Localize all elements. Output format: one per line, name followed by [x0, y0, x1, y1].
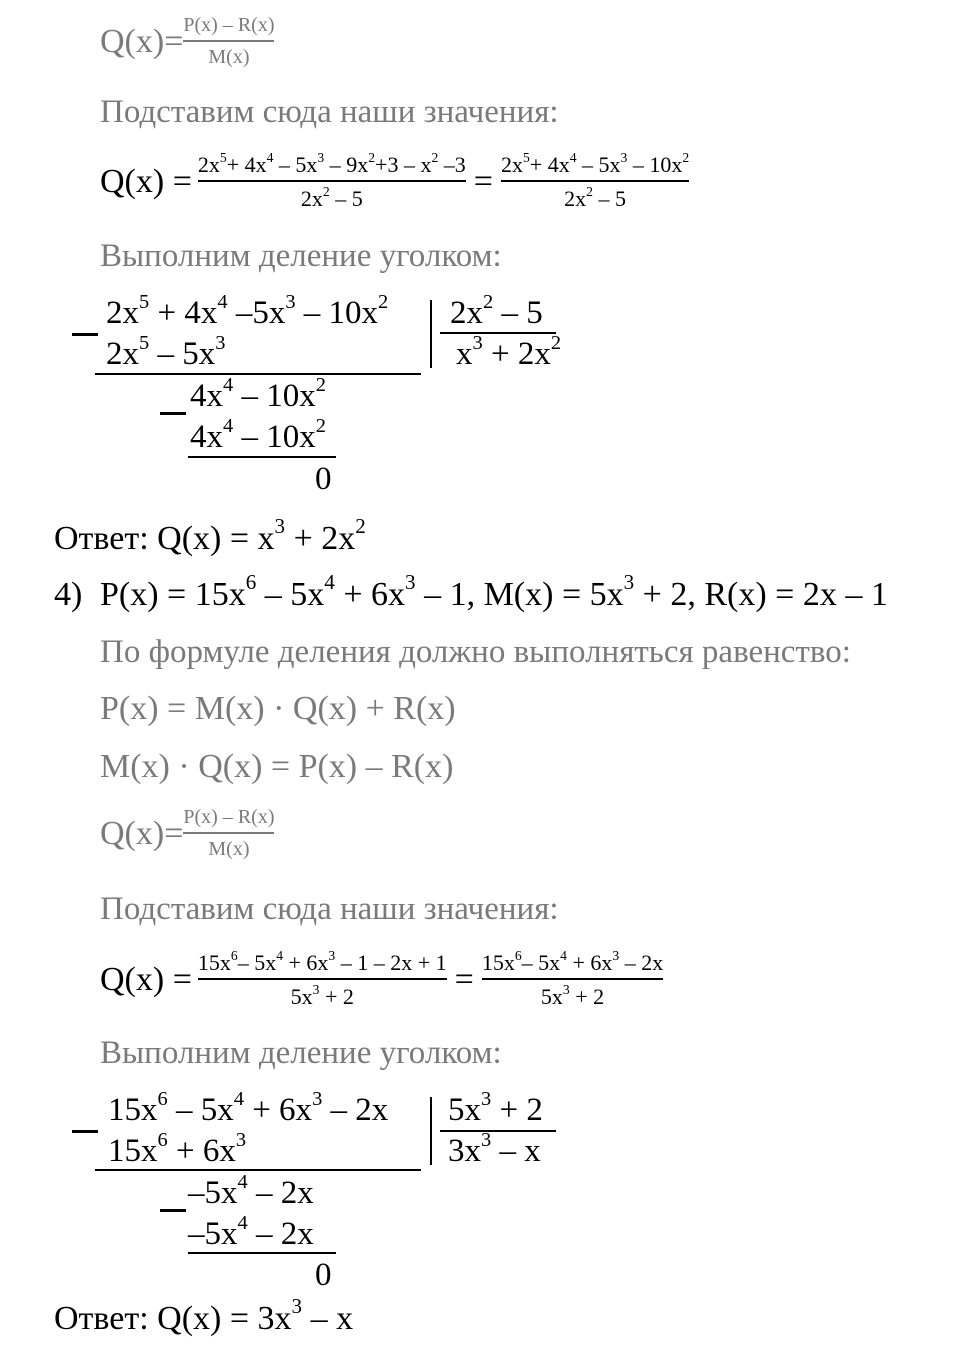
equation-1: P(x) = M(x) · Q(x) + R(x) — [100, 690, 456, 727]
quotient: $x^3 + 2x^2$ — [456, 331, 562, 372]
q-formula-lhs: Q(x)= — [100, 814, 184, 852]
divisor-bracket — [430, 300, 432, 368]
divisor: $5x^3 + 2$ — [448, 1087, 543, 1128]
quotient: $3x^3$ – x — [448, 1128, 541, 1169]
q-subst-frac2-den: $5x^3 + 2$ — [540, 982, 605, 1010]
subtrahend-2: $4x^4 - 10x^2$ — [190, 414, 326, 455]
answer-4: Ответ: $Q(x) = 3x^3 - x$ — [54, 1294, 354, 1337]
formula-text: По формуле деления должно выполняться равенство: — [100, 634, 851, 670]
substitute-text: Подставим сюда наши значения: — [100, 94, 559, 130]
q-subst-fraction-1 — [197, 149, 466, 212]
q-formula-4 — [100, 806, 274, 861]
minus-sign — [160, 412, 186, 415]
q-formula-denominator: M(x) — [208, 838, 250, 860]
q-formula-lhs: Q(x)= — [100, 22, 184, 60]
substitute-text: Подставим сюда наши значения: — [100, 891, 559, 927]
q-substitution — [100, 149, 690, 212]
quotient-line — [440, 332, 556, 334]
q-subst-equals: = — [473, 162, 493, 200]
dividend: $15x^6 - 5x^4 + 6x^3 - 2x$ — [108, 1087, 389, 1128]
minus-sign — [72, 333, 98, 336]
q-subst-frac1-den: $5x^3 + 2$ — [290, 982, 354, 1010]
q-formula-numerator: P(x) – R(x) — [183, 14, 275, 36]
divisor-bracket — [430, 1097, 432, 1165]
q-subst-frac1-num: $15x^6-$ $5x^4 + 6x^3 - 1 - 2x + 1$ — [197, 947, 447, 975]
division-line-1 — [95, 373, 421, 375]
minus-sign — [72, 1130, 98, 1133]
remainder-1: $4x^4 - 10x^2$ — [190, 373, 326, 414]
final-remainder: 0 — [315, 461, 332, 497]
subtrahend-1: $15x^6 + 6x^3$ — [108, 1128, 247, 1169]
answer-3: Ответ: $Q(x) = x^3 + 2x^2$ — [54, 514, 366, 557]
q-subst-lhs: Q(x) = — [100, 162, 192, 200]
quotient-line — [440, 1130, 556, 1132]
q-formula-denominator: M(x) — [208, 46, 250, 68]
q-formula-fraction — [183, 14, 274, 69]
equation-2: M(x) · Q(x) = P(x) – R(x) — [100, 748, 454, 785]
subtrahend-1: $2x^5 - 5x^3$ — [106, 331, 226, 372]
q-formula-numerator: P(x) – R(x) — [183, 806, 275, 828]
q-subst-fraction-2 — [500, 149, 690, 212]
minus-sign — [160, 1209, 186, 1212]
q-subst-frac1-den: $2x^2 - 5$ — [300, 184, 363, 212]
q-subst-fraction-1 — [197, 947, 447, 1010]
divisor: $2x^2 - 5$ — [450, 290, 543, 331]
q-subst-fraction-2 — [481, 947, 664, 1010]
q-subst-frac2-num: $2x^5+ 4x^4 - 5x^3 - 10x^2$ — [500, 149, 690, 177]
q-subst-frac2-den: $2x^2 - 5$ — [564, 184, 626, 212]
q-subst-lhs: Q(x) = — [100, 960, 192, 998]
q-substitution-4 — [100, 947, 664, 1010]
division-line-2 — [188, 456, 336, 458]
problem-number: 4) — [54, 576, 83, 613]
q-subst-frac2-num: $15x^6-$ $5x^4 + 6x^3 - 2x$ — [481, 947, 664, 975]
q-subst-equals: = — [454, 960, 474, 998]
q-formula-top — [100, 14, 274, 69]
subtrahend-2: $-5x^4 - 2x$ — [188, 1211, 314, 1252]
q-subst-frac1-num: $2x^5+ 4x^4 - 5x^3 - 9x^2+3 - x^2$ –3 — [197, 149, 466, 177]
dividend: $2x^5 + 4x^4$ $-5x^3 - 10x^2$ — [106, 290, 389, 331]
division-line-1 — [95, 1169, 421, 1171]
remainder-1: $-5x^4 - 2x$ — [188, 1170, 314, 1211]
final-remainder: 0 — [315, 1257, 332, 1293]
division-text: Выполним деление уголком: — [100, 1035, 502, 1071]
problem-statement: $P(x) = 15x^6 - 5x^4 + 6x^3 - 1$, $M(x) = 5x^3 + 2$, R(x) = 2x – 1 — [100, 570, 888, 613]
q-formula-fraction — [183, 806, 274, 861]
division-line-2 — [188, 1252, 336, 1254]
division-text: Выполним деление уголком: — [100, 238, 502, 274]
